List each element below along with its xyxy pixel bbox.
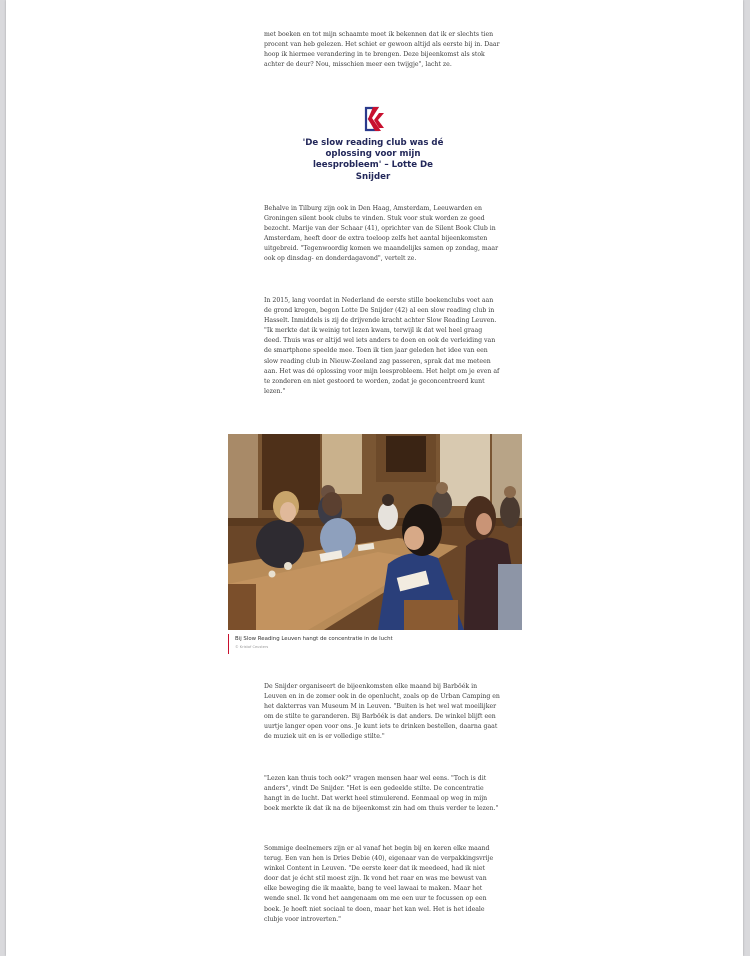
photo-credit: © Kristof Ceusters (235, 645, 269, 649)
pull-quote: 'De slow reading club was dé oplossing voor mijn leesprobleem' – Lotte De Snijder (302, 138, 444, 182)
article-paragraph-1: Behalve in Tilburg zijn ook in Den Haag, Amsterdam, Leeuwarden en Groningen silent book clubs te vinden. Stuk voor stuk worden ze goed bezocht. Marije van der Schaar (41), oprichter van de Silent Book Club in Amsterdam, heeft door de extra toeloop zelfs het aantal bijeenkomsten uitgebreid. "Tegenwoordig komen we maandelijks samen op zondag, maar ook op dinsdag- en donderdagavond", vertelt ze. (264, 205, 499, 263)
article-paragraph-intro: met boeken en tot mijn schaamte moet ik bekennen dat ik er slechts tien procent van heb gelezen. Het schiet er gewoon altijd als eerste bij in. Daar hoop ik hiermee verandering in te brengen. Deze bijeenkomst als stok achter de deur? Nou, misschien meer een twijgje", lacht ze. (264, 31, 500, 69)
article-paragraph-4: "Lezen kan thuis toch ook?" vragen mensen haar wel eens. "Toch is dit anders", vindt De Snijder. "Het is een gedeelde stilte. De concentratie hangt in de lucht. Dat werkt heel stimulerend. Eenmaal op weg in mijn boek merkte ik dat ik na de bijeenkomst zin had om thuis verder te lezen." (264, 775, 499, 813)
photo-caption: Bij Slow Reading Leuven hangt de concentratie in de lucht (235, 636, 393, 642)
article-page (6, 0, 743, 956)
article-paragraph-2: In 2015, lang voordat in Nederland de eerste stille boekenclubs voet aan de grond kregen, begon Lotte De Snijder (42) al een slow reading club in Hasselt. Inmiddels is zij de drijvende kracht achter Slow Reading Leuven. "Ik merkte dat ik weinig tot lezen kwam, terwijl ik dat wel heel graag deed. Thuis was er altijd wel iets anders te doen en ook de verleiding van de smartphone speelde mee. Toen ik tien jaar geleden het idee van een slow reading club in Nieuw-Zeeland zag passeren, sprak dat me meteen aan. Het was dé oplossing voor mijn leesprobleem. Het helpt om je even af te zonderen en niet gestoord te worden, zodat je geconcentreerd kunt lezen." (264, 297, 500, 395)
reading-club-photo (228, 434, 522, 630)
article-paragraph-3: De Snijder organiseert de bijeenkomsten elke maand bij Barböék in Leuven en in de zomer ook in de openlucht, zoals op de Urban Camping en het dakterras van Museum M in Leuven. "Buiten is het wel wat moeilijker om de stilte te garanderen. Bij Barböék is dat anders. De winkel blijft een uurtje langer open voor ons. Je kunt iets te drinken bestellen, daarna gaat de muziek uit en is er volledige stilte." (264, 683, 500, 741)
book-chevron-logo-icon (362, 104, 388, 134)
article-paragraph-5: Sommige deelnemers zijn er al vanaf het begin bij en keren elke maand terug. Een van hen is Dries Debie (40), eigenaar van de verpakkingsvrije winkel Content in Leuven. "De eerste keer dat ik meedeed, had ik niet door dat je écht stil moest zijn. Ik vond het raar en was me bewust van elke beweging die ik maakte, bang te veel lawaai te maken. Maar het wende snel. Ik vond het aangenaam om me een uur te focussen op een boek. Je hoeft niet sociaal te doen, maar het kan wel. Het is het ideale clubje voor introverten." (264, 845, 494, 923)
photo-caption-block (228, 634, 522, 654)
